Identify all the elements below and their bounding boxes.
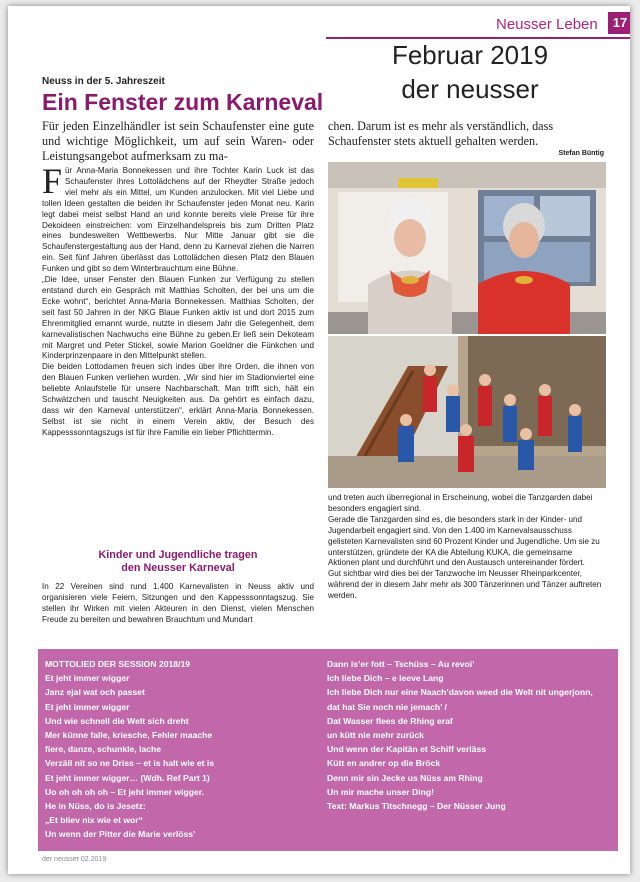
lyric-line: MOTTOLIED DER SESSION 2018/19 — [45, 659, 191, 669]
page-footer: der neusser 02.2019 — [42, 856, 107, 863]
lyric-line: Ich liebe Dich – e leeve Lang — [327, 673, 444, 684]
paragraph-3: Die beiden Lottodamen freuen sich indes über ihre Orden, die ihnen von den Blauen Funken verliehen wurden. „Wir sind hier im Stadionviertel eine beliebte Anlaufstelle für unsere Nachbarschaft. Man trifft sich, hält ein Schwätzchen und tauscht Neuigkeiten aus. Da gehört es einfach dazu, dass wir den Karneval unterstützen“, erklärt Anna-Maria Bonnekessen. Selbst ist sie nicht in einem Verein aktiv, der Besuch des Kappesssonntagszugs ist für ihre Familie ein lieber Pflichttermin. — [42, 362, 314, 437]
lyric-line: Et jeht immer wigger… (Wdh. Ref Part 1) — [45, 772, 210, 783]
lyric-line: Und wie schnell die Welt sich dreht — [45, 715, 189, 726]
lead-right: chen. Darum ist es mehr als verständlich, dass Schaufenster stets aktuell gehalten werden. — [328, 119, 554, 148]
lyric-line: Dat Wasser flees de Rhing eraf — [327, 715, 453, 726]
lyric-line: Un wenn der Pitter die Marie verlöss’ — [45, 829, 196, 840]
issue-month: Februar 2019 — [391, 40, 549, 70]
lyric-line: Mer künne falle, kriesche, Fehler maache — [45, 730, 213, 741]
header-rule — [326, 37, 630, 39]
lyric-line: Kütt en andrer op die Bröck — [327, 758, 441, 769]
lyric-line: un kütt nie mehr zurück — [327, 730, 424, 741]
lyric-line: Janz ejal wat och passet — [45, 687, 145, 698]
paragraph-4: In 22 Vereinen sind rund 1.400 Karnevalisten in Neuss aktiv und organisieren viele Feiern, Sitzungen und den Kappesssonntagszug. Sie stellen ihr Wirken mit vielen Akteuren in den Dienst, vielen Menschen Freude zu bereiten und bewahren Brauchtum und Mundart — [42, 582, 314, 624]
lyric-line: Un mir mache unser Ding! — [327, 786, 434, 797]
lyric-line: dat hat Sie noch nie jemach’ / — [327, 701, 447, 712]
lyric-line: Und wenn der Kapitän et Schiff verläss — [327, 744, 487, 755]
paragraph-2: „Die Idee, unser Fenster den Blauen Funken zur Verfügung zu stellen entstand durch ein Gespräch mit Matthias Scholten, der bei uns um die Ecke wohnt“, berichtet Anna-Maria Bonnekessen. Matthias Scholten, der seit fast 50 Jahren in der NKG Blaue Funken aktiv ist und dort 2015 zum Ehrenmitglied ernannt wurde, nutzte in diesem Jahr die Gelegenheit, dem karnevalistischen Nachwuchs eine Bühne zu geben.Er ließ sein Dekoteam mit Margret und Peter Stickel, sowie Marion Goeldner die Fünkchen und Kinderprinzenpaare in den Mittelpunkt stellen. — [42, 275, 314, 361]
lyric-line: Ich liebe Dich nur eine Naach’davon weed die Welt nit ungerjonn, — [327, 687, 593, 698]
page-number: 17 — [608, 12, 630, 34]
lyric-line: Uo oh oh oh oh – Et jeht immer wigger. — [45, 786, 204, 797]
paragraph-7: Gut sichtbar wird dies bei der Tanzwoche im Neusser Rheinparkcenter, während der in diesem Jahr mehr als 300 Tänzerinnen und Tänzer auftreten werden. — [328, 569, 602, 601]
article-kicker: Neuss in der 5. Jahreszeit — [42, 76, 165, 87]
article-body-column-2 — [328, 493, 604, 602]
paragraph-5: und treten auch überregional in Erscheinung, wobei die Tanzgarden dabei besonders engagiert sind. — [328, 493, 593, 513]
drop-cap: F — [42, 161, 63, 201]
lyric-line: „Et bliev nix wie et wor“ — [45, 815, 143, 826]
lead-left: Für jeden Einzelhändler ist sein Schaufenster eine gute und wichtige Möglichkeit, um auf sein Waren- oder Leistungsangebot aufmerksam zu ma- — [42, 119, 314, 163]
magazine-name: der neusser — [401, 74, 539, 104]
lyrics-left-column — [45, 657, 214, 842]
lyric-line: He in Nüss, do is Jesetz: — [45, 801, 146, 812]
magazine-page — [8, 6, 630, 874]
paragraph-1: ür Anna-Maria Bonnekessen und ihre Tochter Karin Luck ist das Schaufenster ihres Lottolädchens auf der Rheydter Straße jedoch viel mehr als ein Mittel, um Kunden anzulocken. Mit viel Liebe und tollen Ideen gestalten die beiden ihr Schaufenster jeden Monat neu. Karin legt dabei meist selbst Hand an und konnte bereits viele Preise für ihre Dekoideen einstreichen: vom Einzelhandelspreis bis zum Dritten Platz eines bundesweiten Wettbewerbs. Nur Mitte Januar gibt sie die Schaufenstergestaltung aus der Hand, denn zu Karneval ziehen die Narren ein. Seit fünf Jahren überlässt das Lottolädchen diesen Platz den Blauen Funken und gibt so dem Winterbrauchtum eine Bühne. — [42, 166, 314, 274]
lyric-line: fiere, danze, schunkle, lache — [45, 744, 162, 755]
author-credit: Stefan Büntig — [558, 150, 604, 157]
lyric-line: Denn mir sin Jecke us Nüss am Rhing — [327, 772, 483, 783]
lyric-line: Dann is’er fott – Tschüss – Au revoi’ — [327, 659, 475, 669]
article-headline: Ein Fenster zum Karneval — [42, 89, 324, 115]
subheading — [42, 549, 314, 575]
section-label: Neusser Leben — [496, 16, 598, 33]
subheading-line-1: Kinder und Jugendliche tragen — [98, 549, 258, 561]
subheading-line-2: den Neusser Karneval — [121, 562, 235, 574]
photo-dance-guard — [328, 336, 606, 488]
lyric-line: Et jeht immer wigger — [45, 673, 130, 684]
paragraph-6: Gerade die Tanzgarden sind es, die besonders stark in der Kinder- und Jugendarbeit engagiert sind. Von den 1.400 im Karnevalsausschuss gelisteten Karnevalisten sind 60 Prozent Kinder und Jugendliche. Um sie zu unterstützen, gründete der KA die Abteilung KUKA, die gemeinsame Aktionen plant und durchführt und den Austausch untereinander fördert. — [328, 514, 600, 568]
lyric-line: Text: Markus Titschnegg – Der Nüsser Jung — [327, 801, 506, 812]
lyrics-right-column — [327, 657, 593, 813]
lyric-line: Verzäll nit so ne Driss – et is halt wie et is — [45, 758, 215, 769]
photo-shop-owners — [328, 162, 606, 334]
article-body-column-1 — [42, 161, 314, 439]
lyric-line: Et jeht immer wigger — [45, 701, 130, 712]
